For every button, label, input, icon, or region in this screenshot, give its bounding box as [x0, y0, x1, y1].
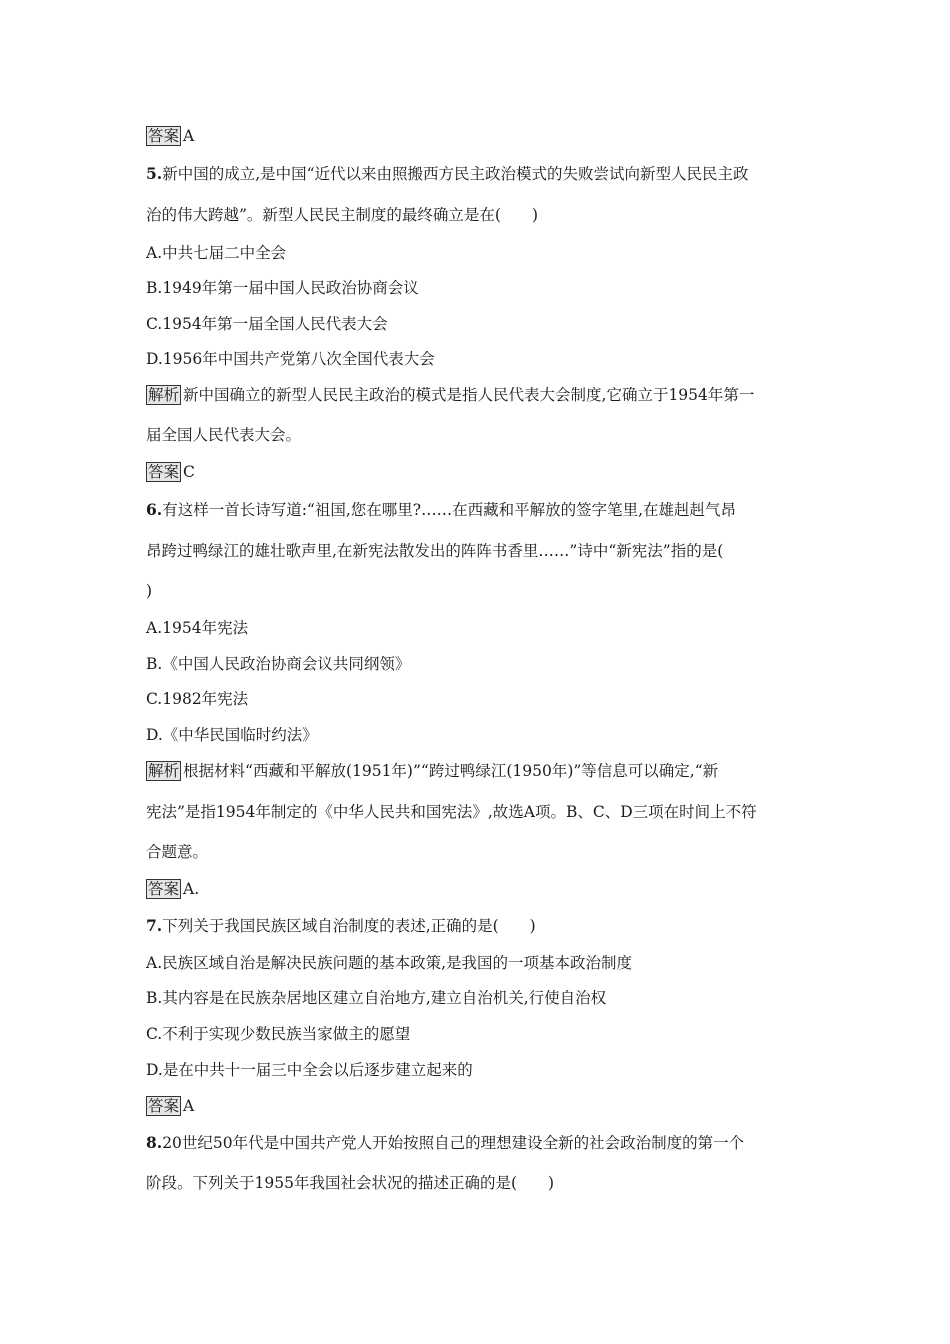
analysis-line-1	[146, 761, 826, 781]
option-c: C.不利于实现少数民族当家做主的愿望	[146, 1025, 411, 1043]
analysis-text: 根据材料“西藏和平解放(1951年)”“跨过鸭绿江(1950年)”等信息可以确定,“新	[183, 762, 719, 780]
question-number: 6.	[146, 500, 163, 519]
analysis-line-1	[146, 385, 826, 405]
question-text: 20世纪50年代是中国共产党人开始按照自己的理想建设全新的社会政治制度的第一个	[162, 1134, 745, 1152]
question-number: 7.	[146, 916, 163, 935]
question-text: 新中国的成立,是中国“近代以来由照搬西方民主政治模式的失败尝试向新型人民民主政	[162, 165, 749, 183]
question-text: 有这样一首长诗写道:“祖国,您在哪里?……在西藏和平解放的签字笔里,在雄赳赳气昂	[162, 501, 737, 519]
option-c: C.1982年宪法	[146, 690, 249, 708]
option-c: C.1954年第一届全国人民代表大会	[146, 315, 388, 333]
question-8-line-2: 阶段。下列关于1955年我国社会状况的描述正确的是( )	[146, 1174, 555, 1192]
question-5-line-1	[146, 164, 826, 184]
option-a: A.民族区域自治是解决民族问题的基本政策,是我国的一项基本政治制度	[146, 954, 633, 972]
question-8-line-1	[146, 1133, 826, 1153]
analysis-line-2: 宪法”是指1954年制定的《中华人民共和国宪法》,故选A项。B、C、D三项在时间上不符	[146, 803, 757, 821]
option-a: A.1954年宪法	[146, 619, 249, 637]
analysis-text: 新中国确立的新型人民民主政治的模式是指人民代表大会制度,它确立于1954年第一	[183, 386, 755, 404]
answer-line-q5	[146, 462, 826, 482]
answer-tag: 答案	[148, 1097, 180, 1115]
question-6-line-1	[146, 500, 826, 520]
option-b: B.1949年第一届中国人民政治协商会议	[146, 279, 419, 297]
option-d: D.1956年中国共产党第八次全国代表大会	[146, 350, 435, 368]
option-d: D.《中华民国临时约法》	[146, 726, 318, 744]
answer-value: C	[183, 463, 195, 481]
question-number: 8.	[146, 1133, 163, 1152]
answer-line-q4	[146, 126, 826, 146]
answer-line-q7	[146, 1096, 826, 1116]
answer-value: A.	[183, 880, 200, 898]
answer-line-q6	[146, 879, 826, 899]
option-b: B.《中国人民政治协商会议共同纲领》	[146, 655, 411, 673]
question-text: 下列关于我国民族区域自治制度的表述,正确的是( )	[162, 917, 536, 935]
answer-tag: 答案	[148, 880, 180, 898]
answer-value: A	[183, 1097, 195, 1115]
answer-tag: 答案	[148, 127, 180, 145]
question-5-line-2: 治的伟大跨越”。新型人民民主制度的最终确立是在( )	[146, 206, 539, 224]
option-a: A.中共七届二中全会	[146, 244, 287, 262]
analysis-tag: 解析	[148, 386, 180, 404]
analysis-line-3: 合题意。	[146, 843, 209, 861]
option-b: B.其内容是在民族杂居地区建立自治地方,建立自治机关,行使自治权	[146, 989, 607, 1007]
answer-tag: 答案	[148, 463, 180, 481]
question-6-line-2: 昂跨过鸭绿江的雄壮歌声里,在新宪法散发出的阵阵书香里……”诗中“新宪法”指的是(	[146, 542, 724, 560]
option-d: D.是在中共十一届三中全会以后逐步建立起来的	[146, 1061, 473, 1079]
question-6-line-3: )	[146, 582, 153, 600]
answer-value: A	[183, 127, 195, 145]
question-number: 5.	[146, 164, 163, 183]
analysis-tag: 解析	[148, 762, 180, 780]
analysis-line-2: 届全国人民代表大会。	[146, 426, 302, 444]
question-7-line-1	[146, 916, 826, 936]
